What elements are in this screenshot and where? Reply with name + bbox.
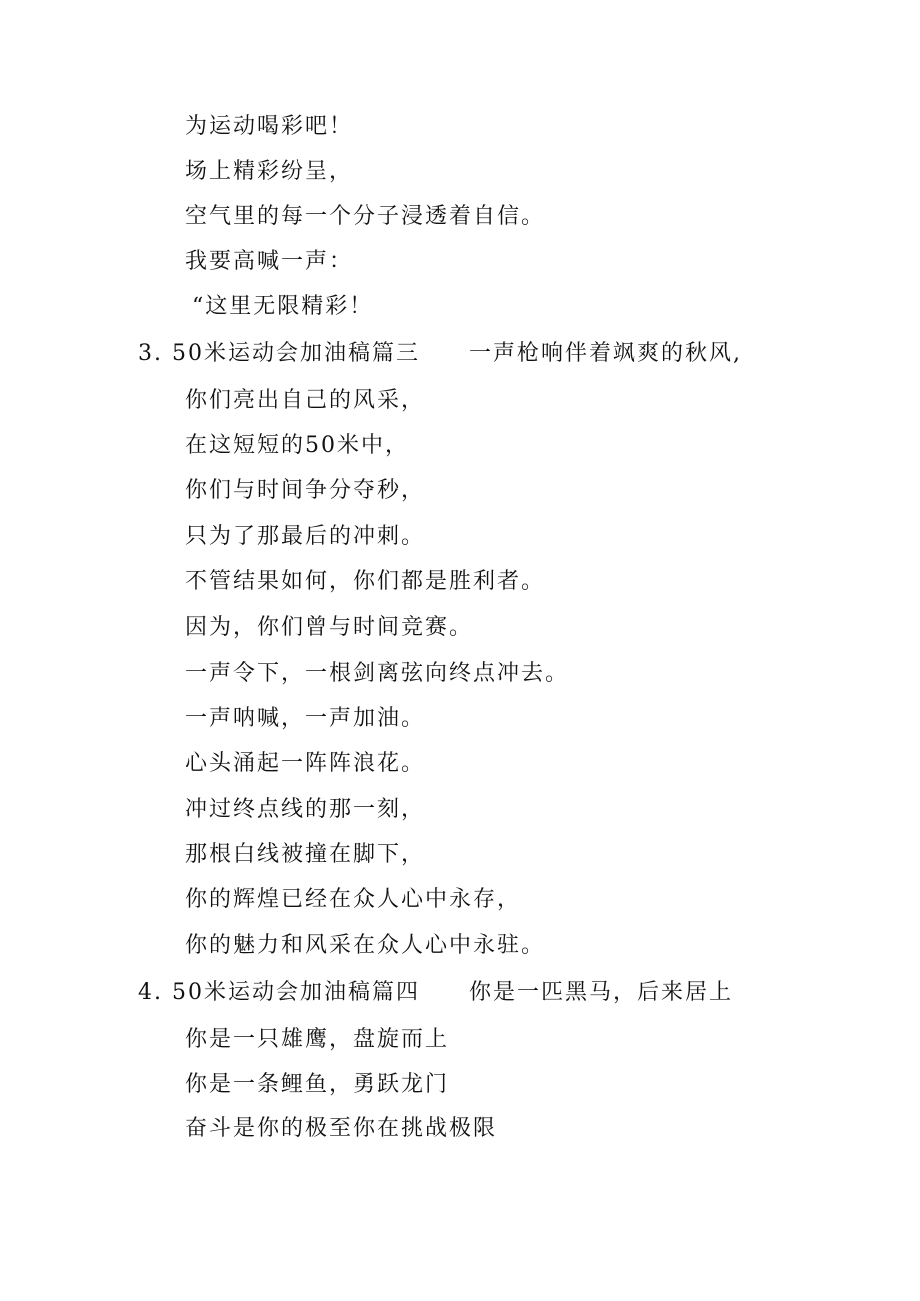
poem-line: 你的魅力和风采在众人心中永驻。 [185,933,546,958]
section-heading-4 [138,978,734,1008]
poem-line: 那根白线被撞在脚下， [185,842,426,867]
poem-line: 冲过终点线的那一刻， [185,797,426,822]
poem-line: “这里无限精彩！ [192,294,374,319]
poem-line: 奋斗是你的极至你在挑战极限 [185,1116,498,1141]
poem-line: 我要高喊一声： [185,249,354,274]
poem-line: 空气里的每一个分子浸透着自信。 [185,204,546,229]
section-heading-3 [138,339,742,369]
poem-line: 只为了那最后的冲刺。 [185,524,426,549]
poem-line: 你是一匹黑马，后来居上 [469,980,734,1005]
section-heading-title: 4. 50米运动会加油稿篇四 [138,980,420,1005]
poem-line: 心头涌起一阵阵浪花。 [185,751,426,776]
poem-line: 为运动喝彩吧！ [185,114,354,139]
poem-line: 一声令下，一根剑离弦向终点冲去。 [185,661,570,686]
poem-line: 一声呐喊，一声加油。 [185,706,426,731]
poem-line: 不管结果如何，你们都是胜利者。 [185,569,546,594]
poem-line: 一声枪响伴着飒爽的秋风, [469,341,742,366]
poem-line: 你们亮出自己的风采， [185,388,426,413]
poem-line: 在这短短的50米中， [185,433,409,458]
poem-line: 场上精彩纷呈， [185,159,354,184]
poem-line: 你是一只雄鹰，盘旋而上 [185,1027,450,1052]
poem-line: 你是一条鲤鱼，勇跃龙门 [185,1072,450,1097]
section-heading-title: 3. 50米运动会加油稿篇三 [138,341,420,366]
poem-line: 因为，你们曾与时间竞赛。 [185,615,474,640]
poem-line: 你们与时间争分夺秒， [185,478,426,503]
poem-line: 你的辉煌已经在众人心中永存， [185,887,522,912]
